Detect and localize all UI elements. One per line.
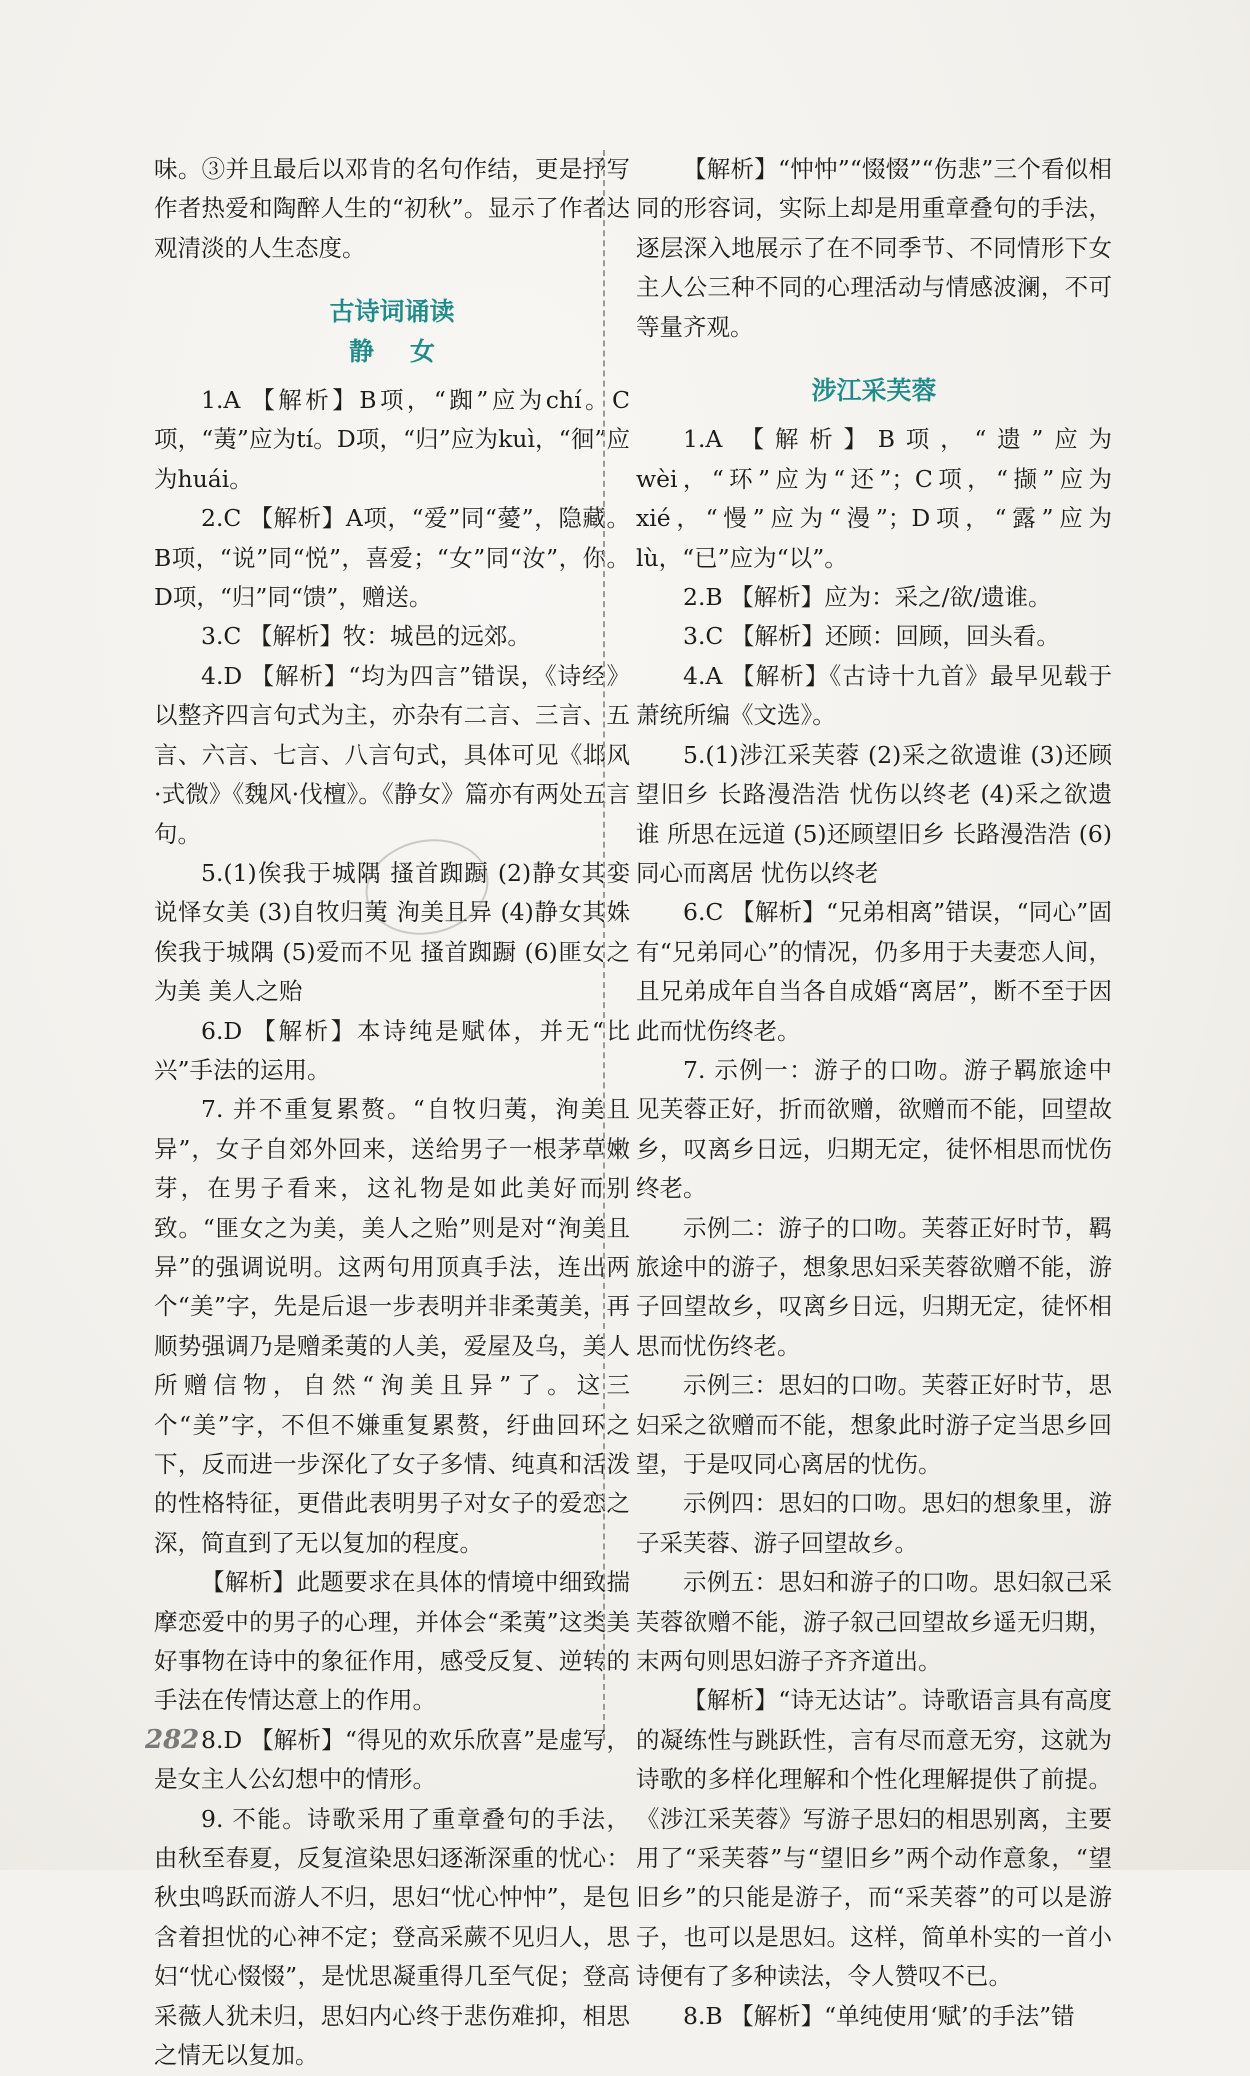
section-title-ancient-poetry: 古诗词诵读 [329,297,455,327]
answer-example: 示例三：思妇的口吻。芙蓉正好时节，思妇采之欲赠而不能，想象此时游子定当思乡回望，于是叹同心离居的忧伤。 [636,1371,1112,1478]
left-intro: 味。③并且最后以邓肯的名句作结，更是抒写作者热爱和陶醉人生的“初秋”。显示了作者达观清淡的人生态度。 [154,155,630,262]
section-title-shejiang: 涉江采芙蓉 [811,376,937,406]
answer-item: 5.(1)俟我于城隅 搔首踟蹰 (2)静女其娈 说怿女美 (3)自牧归荑 洵美且异 (4)静女其姝 俟我于城隅 (5)爱而不见 搔首踟蹰 (6)匪女之为美 美人之贻 [154,858,630,1006]
answer-item: 7. 并不重复累赘。“自牧归荑，洵美且异”，女子自郊外回来，送给男子一根茅草嫩芽，在男子看来，这礼物是如此美好而别致。“匪女之为美，美人之贻”则是对“洵美且异”的强调说明。这两句用顶真手法，连出两个“美”字，先是后退一步表明并非柔荑美，再顺势强调乃是赠柔荑的人美，爱屋及乌，美人所赠信物，自然“洵美且异”了。这三个“美”字，不但不嫌重复累赘，纡曲回环之下，反而进一步深化了女子多情、纯真和活泼的性格特征，更借此表明男子对女子的爱恋之深，简直到了无以复加的程度。 [154,1095,630,1557]
left-column [154,150,630,2076]
answer-analysis: 【解析】此题要求在具体的情境中细致揣摩恋爱中的男子的心理，并体会“柔荑”这类美好事物在诗中的象征作用，感受反复、逆转的手法在传情达意上的作用。 [154,1568,630,1715]
answer-item: 4.D 【解析】“均为四言”错误，《诗经》以整齐四言句式为主，亦杂有二言、三言、五言、六言、七言、八言句式，具体可见《邶风·式微》《魏风·伐檀》。《静女》篇亦有两处五言句。 [154,661,630,848]
answer-item: 2.C 【解析】A项，“爱”同“薆”，隐藏。B项，“说”同“悦”，喜爱；“女”同“汝”，你。D项，“归”同“馈”，赠送。 [154,504,630,612]
page-number: 282 [145,1725,200,1755]
answer-item: 6.D 【解析】本诗纯是赋体，并无“比兴”手法的运用。 [154,1016,630,1084]
answer-item: 5.(1)涉江采芙蓉 (2)采之欲遗谁 (3)还顾望旧乡 长路漫浩浩 忧伤以终老 (4)采之欲遗谁 所思在远道 (5)还顾望旧乡 长路漫浩浩 (6)同心而离居 忧伤以终老 [636,740,1112,887]
answer-item: 6.C 【解析】“兄弟相离”错误，“同心”固有“兄弟同心”的情况，仍多用于夫妻恋人间，且兄弟成年自当各自成婚“离居”，断不至于因此而忧伤终老。 [636,898,1112,1045]
answer-item: 4.A 【解析】《古诗十九首》最早见载于萧统所编《文选》。 [636,661,1112,730]
answer-item: 8.B 【解析】“单纯使用‘赋’的手法”错 [683,2001,1075,2030]
answer-example: 示例四：思妇的口吻。思妇的想象里，游子采芙蓉、游子回望故乡。 [636,1489,1112,1557]
answer-example: 示例五：思妇和游子的口吻。思妇叙己采芙蓉欲赠不能，游子叙己回望故乡遥无归期，末两句则思妇游子齐齐道出。 [636,1568,1112,1676]
spacer [636,410,1112,420]
answer-example: 示例二：游子的口吻。芙蓉正好时节，羁旅途中的游子，想象思妇采芙蓉欲赠不能，游子回望故乡，叹离乡日远，归期无定，徒怀相思而忧伤终老。 [636,1213,1112,1360]
subsection-title-jingnv: 静女 [348,336,471,366]
answer-item: 3.C 【解析】牧：城邑的远郊。 [201,622,531,651]
answer-item: 9. 不能。诗歌采用了重章叠句的手法，由秋至春夏，反复渲染思妇逐渐深重的忧心：秋虫鸣跃而游人不归，思妇“忧心忡忡”，是包含着担忧的心神不定；登高采蕨不见归人，思妇“忧心惙惙”，是忧思凝重得几至气促；登高采薇人犹未归，思妇内心终于悲伤难抑，相思之情无以复加。 [154,1804,630,2070]
answer-item: 1.A 【解析】B项，“踟”应为chí。C项，“荑”应为tí。D项，“归”应为kuì，“徊”应为huái。 [154,386,630,493]
right-column [636,150,1112,2036]
spacer [154,371,630,381]
answer-item: 2.B 【解析】应为：采之/欲/遗谁。 [683,583,1052,612]
column-divider [603,150,605,1740]
answer-analysis: 【解析】“诗无达诂”。诗歌语言具有高度的凝练性与跳跃性，言有尽而意无穷，这就为诗歌的多样化理解和个性化理解提供了前提。《涉江采芙蓉》写游子思妇的相思别离，主要用了“采芙蓉”与“望旧乡”两个动作意象，“望旧乡”的只能是游子，而“采芙蓉”的可以是游子，也可以是思妇。这样，简单朴实的一首小诗便有了多种读法，令人赞叹不已。 [636,1686,1112,1991]
answer-item: 3.C 【解析】还顾：回顾，回头看。 [683,622,1060,651]
spacer [154,268,630,292]
answer-item: 7. 示例一：游子的口吻。游子羁旅途中见芙蓉正好，折而欲赠，欲赠而不能，回望故乡，叹离乡日远，归期无定，徒怀相思而忧伤终老。 [636,1055,1112,1203]
answer-item: 8.D 【解析】“得见的欢乐欣喜”是虚写，是女主人公幻想中的情形。 [154,1725,630,1794]
right-intro: 【解析】“忡忡”“惙惙”“伤悲”三个看似相同的形容词，实际上却是用重章叠句的手法，逐层深入地展示了在不同季节、不同情形下女主人公三种不同的心理活动与情感波澜，不可等量齐观。 [636,155,1112,341]
spacer [636,347,1112,371]
answer-item: 1.A 【解析】B项，“遗”应为wèi，“环”应为“还”；C项，“撷”应为xié，“慢”应为“漫”；D项，“露”应为lù，“已”应为“以”。 [636,425,1112,572]
